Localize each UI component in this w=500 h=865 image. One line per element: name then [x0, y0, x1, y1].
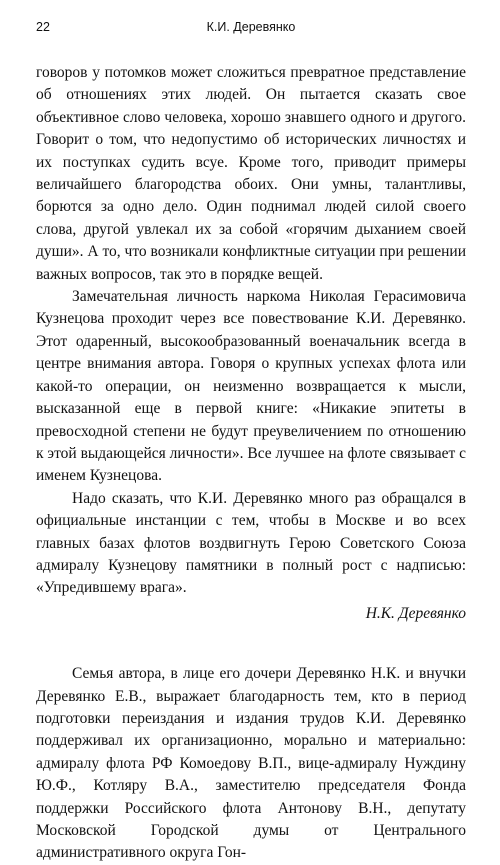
book-page [36, 0, 466, 862]
body-text [36, 62, 466, 865]
running-head-author: К.И. Деревянко [206, 20, 296, 34]
paragraph-acknowledgements: Семья автора, в лице его дочери Деревянко Н.К. и внучки Деревянко Е.В., выражает благодарность тем, кто в период подготовки переиздания и издания трудов К.И. Деревянко поддерживал их организационно, морально и материально: адмиралу флота РФ Комоедову В.П., вице-адмиралу Нуждину Ю.Ф., Котляру В.А., заместителю председателя Фонда поддержки Российского флота Антонову В.Н., депутату Московской Городской думы от Центрального административного округа Гон- [36, 665, 466, 862]
section-gap [36, 625, 466, 663]
paragraph-continuation: говоров у потомков может сложиться превратное представление об отношениях этих людей. Он пытается сказать свое объективное слово человека, хорошо знавшего одного и другого. Говорит о том, что недопустимо об исторических личностях и их поступках судить всуе. Кроме того, приводит примеры величайшего благородства обоих. Они умны, талантливы, борются за одно дело. Один поднимал людей силой своего слова, другой увлекал их за собой «горячим дыханием своей души». А то, что возникали конфликтные ситуации при решении важных вопросов, так это в порядке вещей. [36, 64, 466, 283]
paragraph-kuznetsov: Замечательная личность наркома Николая Герасимовича Кузнецова проходит через все повествование К.И. Деревянко. Этот одаренный, высокообразованный военачальник всегда в центре внимания автора. Говоря о крупных успехах флота или какой-то операции, он неизменно возвращается к мысли, высказанной еще в первой книге: «Никакие эпитеты в превосходной степени не будут преувеличением по отношению к этой выдающейся личности». Все лучшее на флоте связывает с именем Кузнецова. [36, 288, 466, 485]
page-number: 22 [36, 20, 50, 34]
running-header [36, 20, 466, 38]
paragraph-monument: Надо сказать, что К.И. Деревянко много раз обращался в официальные инстанции с тем, чтобы в Москве и во всех главных базах флотов воздвигнуть Герою Советского Союза адмиралу Кузнецову памятники в полный рост с надписью: «Упредившему врага». [36, 489, 466, 597]
signature: Н.К. Деревянко [365, 604, 466, 622]
